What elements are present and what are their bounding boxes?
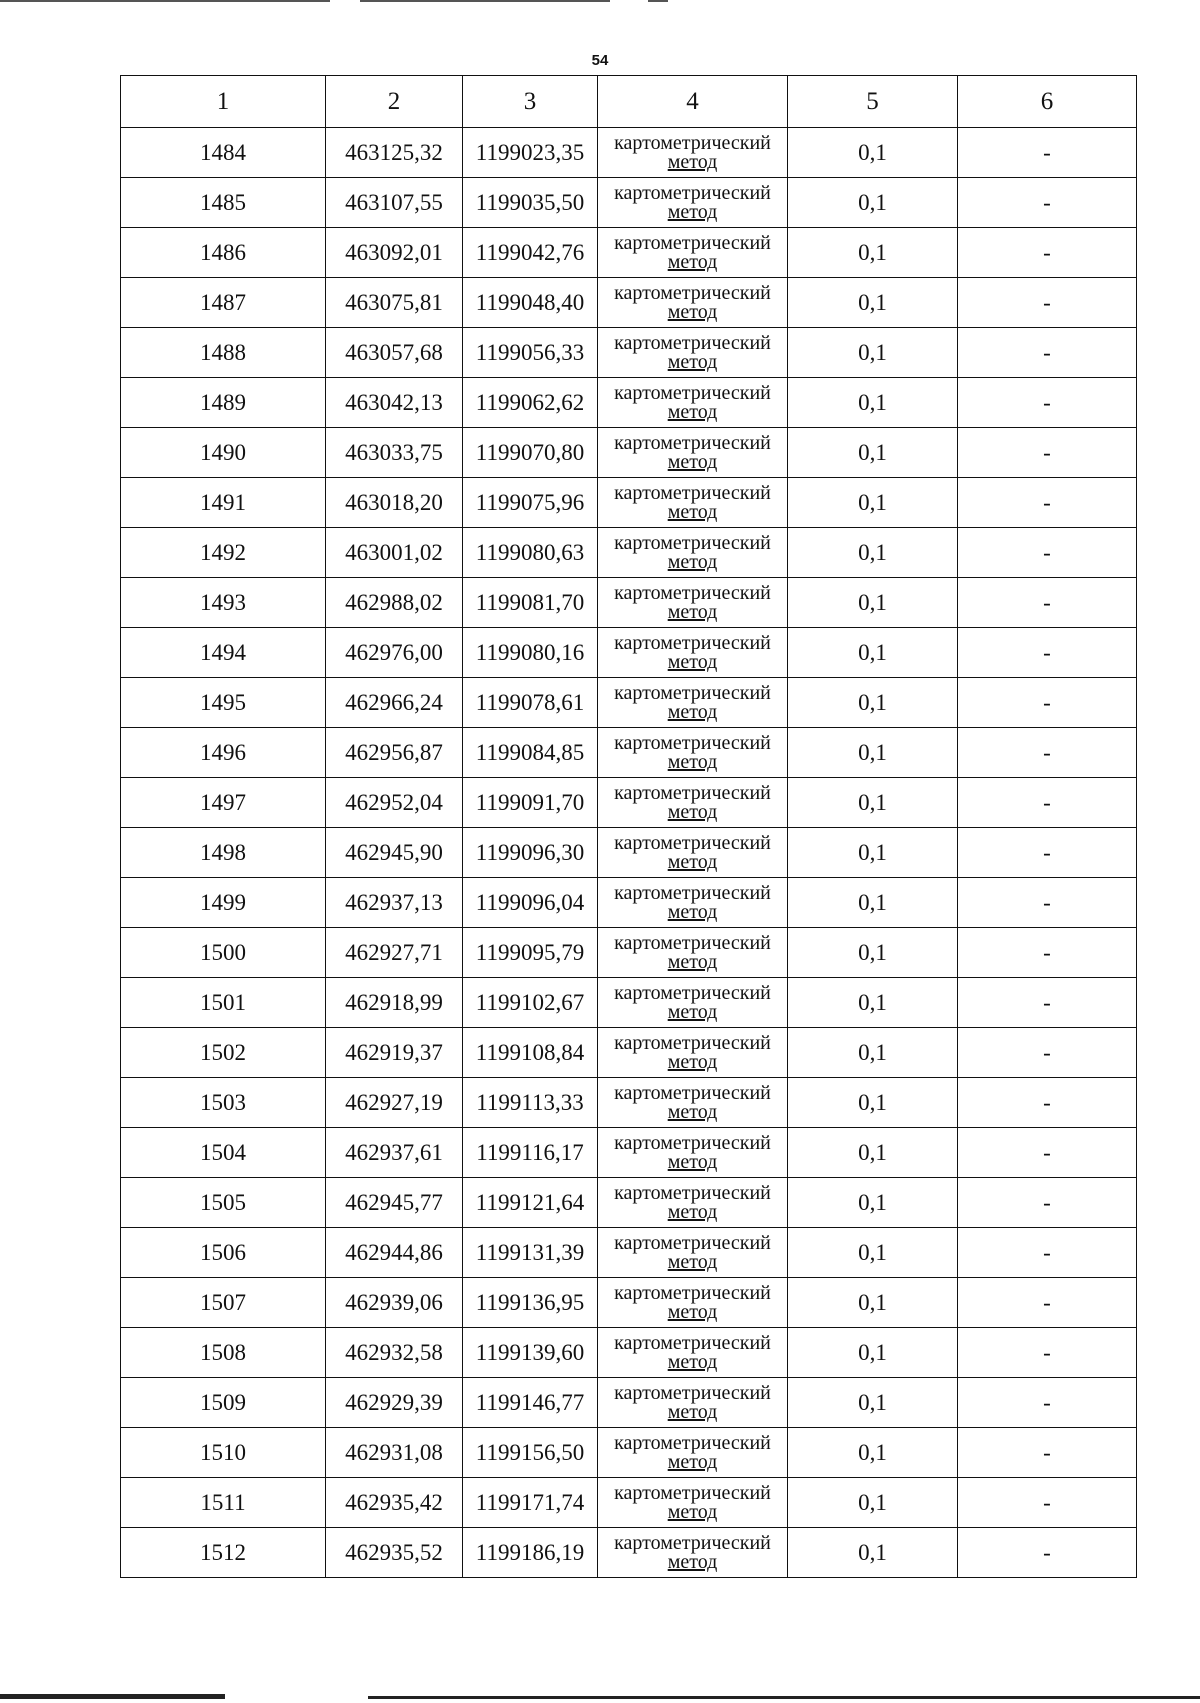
method-line-1: картометрический <box>614 581 771 604</box>
point-number-cell: 1509 <box>121 1378 326 1428</box>
point-number-cell: 1506 <box>121 1228 326 1278</box>
point-number-cell: 1504 <box>121 1128 326 1178</box>
y-coordinate-cell: 1199080,16 <box>463 628 598 678</box>
table-header-row <box>121 76 1137 128</box>
point-number-cell: 1500 <box>121 928 326 978</box>
method-line-1: картометрический <box>614 1381 771 1404</box>
error-cell: 0,1 <box>788 1478 958 1528</box>
method-line-2: метод <box>667 1400 718 1423</box>
method-line-1: картометрический <box>614 1031 771 1054</box>
x-coordinate-cell: 463001,02 <box>326 528 463 578</box>
method-cell <box>598 928 788 978</box>
method-cell <box>598 1228 788 1278</box>
point-number-cell: 1497 <box>121 778 326 828</box>
y-coordinate-cell: 1199121,64 <box>463 1178 598 1228</box>
point-number-cell: 1489 <box>121 378 326 428</box>
x-coordinate-cell: 462976,00 <box>326 628 463 678</box>
method-line-2: метод <box>667 350 718 373</box>
method-line-2: метод <box>667 1150 718 1173</box>
y-coordinate-cell: 1199131,39 <box>463 1228 598 1278</box>
x-coordinate-cell: 463057,68 <box>326 328 463 378</box>
y-coordinate-cell: 1199062,62 <box>463 378 598 428</box>
table-row <box>121 228 1137 278</box>
method-line-2: метод <box>667 1050 718 1073</box>
table-row <box>121 1378 1137 1428</box>
error-cell: 0,1 <box>788 278 958 328</box>
x-coordinate-cell: 462919,37 <box>326 1028 463 1078</box>
top-border-line <box>360 0 610 2</box>
point-number-cell: 1485 <box>121 178 326 228</box>
method-line-1: картометрический <box>614 981 771 1004</box>
y-coordinate-cell: 1199091,70 <box>463 778 598 828</box>
column-header: 4 <box>598 76 788 128</box>
table-row <box>121 1428 1137 1478</box>
point-number-cell: 1502 <box>121 1028 326 1078</box>
note-cell: - <box>958 1528 1137 1578</box>
error-cell: 0,1 <box>788 1328 958 1378</box>
method-cell <box>598 1078 788 1128</box>
x-coordinate-cell: 462931,08 <box>326 1428 463 1478</box>
method-cell <box>598 678 788 728</box>
note-cell: - <box>958 628 1137 678</box>
method-line-1: картометрический <box>614 1081 771 1104</box>
method-line-1: картометрический <box>614 1181 771 1204</box>
note-cell: - <box>958 578 1137 628</box>
method-line-2: метод <box>667 1250 718 1273</box>
point-number-cell: 1487 <box>121 278 326 328</box>
y-coordinate-cell: 1199136,95 <box>463 1278 598 1328</box>
point-number-cell: 1484 <box>121 128 326 178</box>
point-number-cell: 1505 <box>121 1178 326 1228</box>
method-line-2: метод <box>667 700 718 723</box>
x-coordinate-cell: 462944,86 <box>326 1228 463 1278</box>
x-coordinate-cell: 463033,75 <box>326 428 463 478</box>
method-line-1: картометрический <box>614 1131 771 1154</box>
error-cell: 0,1 <box>788 678 958 728</box>
page-number: 54 <box>591 52 609 69</box>
point-number-cell: 1508 <box>121 1328 326 1378</box>
note-cell: - <box>958 478 1137 528</box>
y-coordinate-cell: 1199096,04 <box>463 878 598 928</box>
method-line-1: картометрический <box>614 381 771 404</box>
y-coordinate-cell: 1199080,63 <box>463 528 598 578</box>
method-line-2: метод <box>667 850 718 873</box>
note-cell: - <box>958 1128 1137 1178</box>
method-line-2: метод <box>667 600 718 623</box>
x-coordinate-cell: 462945,90 <box>326 828 463 878</box>
x-coordinate-cell: 462937,61 <box>326 1128 463 1178</box>
note-cell: - <box>958 728 1137 778</box>
error-cell: 0,1 <box>788 878 958 928</box>
method-line-1: картометрический <box>614 231 771 254</box>
table-row <box>121 678 1137 728</box>
x-coordinate-cell: 462935,42 <box>326 1478 463 1528</box>
method-line-2: метод <box>667 200 718 223</box>
point-number-cell: 1503 <box>121 1078 326 1128</box>
point-number-cell: 1492 <box>121 528 326 578</box>
error-cell: 0,1 <box>788 378 958 428</box>
error-cell: 0,1 <box>788 928 958 978</box>
error-cell: 0,1 <box>788 1278 958 1328</box>
note-cell: - <box>958 528 1137 578</box>
method-cell <box>598 1328 788 1378</box>
note-cell: - <box>958 928 1137 978</box>
note-cell: - <box>958 328 1137 378</box>
table-row <box>121 1278 1137 1328</box>
x-coordinate-cell: 462939,06 <box>326 1278 463 1328</box>
note-cell: - <box>958 1428 1137 1478</box>
error-cell: 0,1 <box>788 578 958 628</box>
table-row <box>121 1128 1137 1178</box>
table-row <box>121 178 1137 228</box>
x-coordinate-cell: 463107,55 <box>326 178 463 228</box>
method-cell <box>598 1378 788 1428</box>
top-border-line <box>648 0 668 2</box>
x-coordinate-cell: 463042,13 <box>326 378 463 428</box>
table-row <box>121 978 1137 1028</box>
table-row <box>121 128 1137 178</box>
error-cell: 0,1 <box>788 628 958 678</box>
x-coordinate-cell: 462937,13 <box>326 878 463 928</box>
method-line-1: картометрический <box>614 1231 771 1254</box>
method-line-2: метод <box>667 1200 718 1223</box>
method-cell <box>598 428 788 478</box>
error-cell: 0,1 <box>788 1378 958 1428</box>
y-coordinate-cell: 1199070,80 <box>463 428 598 478</box>
method-line-2: метод <box>667 1300 718 1323</box>
method-line-2: метод <box>667 500 718 523</box>
y-coordinate-cell: 1199023,35 <box>463 128 598 178</box>
note-cell: - <box>958 378 1137 428</box>
error-cell: 0,1 <box>788 1078 958 1128</box>
column-header: 1 <box>121 76 326 128</box>
y-coordinate-cell: 1199095,79 <box>463 928 598 978</box>
x-coordinate-cell: 462932,58 <box>326 1328 463 1378</box>
method-line-2: метод <box>667 650 718 673</box>
y-coordinate-cell: 1199113,33 <box>463 1078 598 1128</box>
point-number-cell: 1510 <box>121 1428 326 1478</box>
point-number-cell: 1501 <box>121 978 326 1028</box>
point-number-cell: 1493 <box>121 578 326 628</box>
method-line-2: метод <box>667 1100 718 1123</box>
table-row <box>121 478 1137 528</box>
point-number-cell: 1499 <box>121 878 326 928</box>
column-header: 6 <box>958 76 1137 128</box>
x-coordinate-cell: 463018,20 <box>326 478 463 528</box>
table-row <box>121 628 1137 678</box>
error-cell: 0,1 <box>788 978 958 1028</box>
note-cell: - <box>958 828 1137 878</box>
method-line-1: картометрический <box>614 181 771 204</box>
error-cell: 0,1 <box>788 428 958 478</box>
method-cell <box>598 378 788 428</box>
note-cell: - <box>958 1278 1137 1328</box>
point-number-cell: 1511 <box>121 1478 326 1528</box>
method-cell <box>598 128 788 178</box>
column-header: 3 <box>463 76 598 128</box>
top-border-line <box>0 0 330 2</box>
x-coordinate-cell: 462988,02 <box>326 578 463 628</box>
error-cell: 0,1 <box>788 1228 958 1278</box>
point-number-cell: 1486 <box>121 228 326 278</box>
y-coordinate-cell: 1199102,67 <box>463 978 598 1028</box>
method-line-2: метод <box>667 800 718 823</box>
point-number-cell: 1495 <box>121 678 326 728</box>
x-coordinate-cell: 463075,81 <box>326 278 463 328</box>
table-row <box>121 378 1137 428</box>
point-number-cell: 1490 <box>121 428 326 478</box>
method-line-2: метод <box>667 1450 718 1473</box>
bottom-border-bar <box>0 1694 225 1699</box>
y-coordinate-cell: 1199042,76 <box>463 228 598 278</box>
error-cell: 0,1 <box>788 328 958 378</box>
method-line-2: метод <box>667 250 718 273</box>
error-cell: 0,1 <box>788 178 958 228</box>
note-cell: - <box>958 228 1137 278</box>
method-line-1: картометрический <box>614 831 771 854</box>
method-cell <box>598 978 788 1028</box>
error-cell: 0,1 <box>788 1028 958 1078</box>
error-cell: 0,1 <box>788 728 958 778</box>
column-header: 5 <box>788 76 958 128</box>
method-cell <box>598 778 788 828</box>
method-line-1: картометрический <box>614 731 771 754</box>
method-cell <box>598 1528 788 1578</box>
table-row <box>121 428 1137 478</box>
method-line-1: картометрический <box>614 1531 771 1554</box>
method-line-2: метод <box>667 1500 718 1523</box>
table-row <box>121 1228 1137 1278</box>
y-coordinate-cell: 1199081,70 <box>463 578 598 628</box>
point-number-cell: 1512 <box>121 1528 326 1578</box>
method-line-2: метод <box>667 450 718 473</box>
table-row <box>121 928 1137 978</box>
method-line-2: метод <box>667 550 718 573</box>
method-cell <box>598 1478 788 1528</box>
note-cell: - <box>958 278 1137 328</box>
x-coordinate-cell: 462929,39 <box>326 1378 463 1428</box>
method-line-2: метод <box>667 750 718 773</box>
note-cell: - <box>958 978 1137 1028</box>
error-cell: 0,1 <box>788 828 958 878</box>
method-line-1: картометрический <box>614 1281 771 1304</box>
point-number-cell: 1498 <box>121 828 326 878</box>
method-cell <box>598 178 788 228</box>
x-coordinate-cell: 462945,77 <box>326 1178 463 1228</box>
point-number-cell: 1496 <box>121 728 326 778</box>
table-row <box>121 1528 1137 1578</box>
error-cell: 0,1 <box>788 528 958 578</box>
note-cell: - <box>958 1478 1137 1528</box>
point-number-cell: 1491 <box>121 478 326 528</box>
note-cell: - <box>958 678 1137 728</box>
error-cell: 0,1 <box>788 1178 958 1228</box>
method-cell <box>598 578 788 628</box>
method-line-1: картометрический <box>614 531 771 554</box>
method-line-2: метод <box>667 1000 718 1023</box>
coordinates-table <box>120 75 1137 1578</box>
method-cell <box>598 1178 788 1228</box>
table-row <box>121 728 1137 778</box>
note-cell: - <box>958 128 1137 178</box>
method-cell <box>598 1428 788 1478</box>
method-line-2: метод <box>667 1550 718 1573</box>
y-coordinate-cell: 1199096,30 <box>463 828 598 878</box>
method-line-2: метод <box>667 400 718 423</box>
method-line-1: картометрический <box>614 1431 771 1454</box>
error-cell: 0,1 <box>788 128 958 178</box>
table-row <box>121 1328 1137 1378</box>
table-row <box>121 828 1137 878</box>
table-row <box>121 1178 1137 1228</box>
table-row <box>121 328 1137 378</box>
method-cell <box>598 278 788 328</box>
method-line-1: картометрический <box>614 131 771 154</box>
y-coordinate-cell: 1199048,40 <box>463 278 598 328</box>
method-cell <box>598 828 788 878</box>
table-body <box>121 128 1137 1578</box>
note-cell: - <box>958 1028 1137 1078</box>
method-cell <box>598 728 788 778</box>
method-line-1: картометрический <box>614 881 771 904</box>
method-line-1: картометрический <box>614 681 771 704</box>
method-line-1: картометрический <box>614 1331 771 1354</box>
point-number-cell: 1494 <box>121 628 326 678</box>
method-cell <box>598 1278 788 1328</box>
table-row <box>121 1478 1137 1528</box>
error-cell: 0,1 <box>788 778 958 828</box>
y-coordinate-cell: 1199186,19 <box>463 1528 598 1578</box>
y-coordinate-cell: 1199116,17 <box>463 1128 598 1178</box>
y-coordinate-cell: 1199035,50 <box>463 178 598 228</box>
x-coordinate-cell: 462952,04 <box>326 778 463 828</box>
method-line-1: картометрический <box>614 631 771 654</box>
y-coordinate-cell: 1199108,84 <box>463 1028 598 1078</box>
note-cell: - <box>958 428 1137 478</box>
error-cell: 0,1 <box>788 1528 958 1578</box>
method-line-1: картометрический <box>614 931 771 954</box>
note-cell: - <box>958 778 1137 828</box>
y-coordinate-cell: 1199056,33 <box>463 328 598 378</box>
method-cell <box>598 878 788 928</box>
method-cell <box>598 1128 788 1178</box>
error-cell: 0,1 <box>788 1428 958 1478</box>
note-cell: - <box>958 1378 1137 1428</box>
method-line-1: картометрический <box>614 431 771 454</box>
x-coordinate-cell: 462927,19 <box>326 1078 463 1128</box>
method-cell <box>598 628 788 678</box>
table-row <box>121 1078 1137 1128</box>
note-cell: - <box>958 1178 1137 1228</box>
table-row <box>121 1028 1137 1078</box>
x-coordinate-cell: 463092,01 <box>326 228 463 278</box>
point-number-cell: 1507 <box>121 1278 326 1328</box>
y-coordinate-cell: 1199146,77 <box>463 1378 598 1428</box>
y-coordinate-cell: 1199139,60 <box>463 1328 598 1378</box>
error-cell: 0,1 <box>788 478 958 528</box>
error-cell: 0,1 <box>788 1128 958 1178</box>
method-line-1: картометрический <box>614 331 771 354</box>
note-cell: - <box>958 178 1137 228</box>
y-coordinate-cell: 1199078,61 <box>463 678 598 728</box>
method-line-2: метод <box>667 150 718 173</box>
method-line-1: картометрический <box>614 281 771 304</box>
note-cell: - <box>958 1228 1137 1278</box>
method-line-1: картометрический <box>614 781 771 804</box>
table-row <box>121 578 1137 628</box>
point-number-cell: 1488 <box>121 328 326 378</box>
x-coordinate-cell: 462956,87 <box>326 728 463 778</box>
x-coordinate-cell: 463125,32 <box>326 128 463 178</box>
method-cell <box>598 328 788 378</box>
method-line-2: метод <box>667 950 718 973</box>
x-coordinate-cell: 462918,99 <box>326 978 463 1028</box>
table-row <box>121 278 1137 328</box>
column-header: 2 <box>326 76 463 128</box>
method-line-2: метод <box>667 300 718 323</box>
table-row <box>121 778 1137 828</box>
table-row <box>121 528 1137 578</box>
x-coordinate-cell: 462966,24 <box>326 678 463 728</box>
x-coordinate-cell: 462927,71 <box>326 928 463 978</box>
method-line-2: метод <box>667 1350 718 1373</box>
y-coordinate-cell: 1199156,50 <box>463 1428 598 1478</box>
note-cell: - <box>958 1328 1137 1378</box>
bottom-border-bar <box>368 1696 1200 1699</box>
note-cell: - <box>958 1078 1137 1128</box>
x-coordinate-cell: 462935,52 <box>326 1528 463 1578</box>
method-line-2: метод <box>667 900 718 923</box>
table-row <box>121 878 1137 928</box>
y-coordinate-cell: 1199075,96 <box>463 478 598 528</box>
method-cell <box>598 528 788 578</box>
method-cell <box>598 1028 788 1078</box>
note-cell: - <box>958 878 1137 928</box>
y-coordinate-cell: 1199084,85 <box>463 728 598 778</box>
method-line-1: картометрический <box>614 481 771 504</box>
method-cell <box>598 228 788 278</box>
y-coordinate-cell: 1199171,74 <box>463 1478 598 1528</box>
method-cell <box>598 478 788 528</box>
method-line-1: картометрический <box>614 1481 771 1504</box>
error-cell: 0,1 <box>788 228 958 278</box>
